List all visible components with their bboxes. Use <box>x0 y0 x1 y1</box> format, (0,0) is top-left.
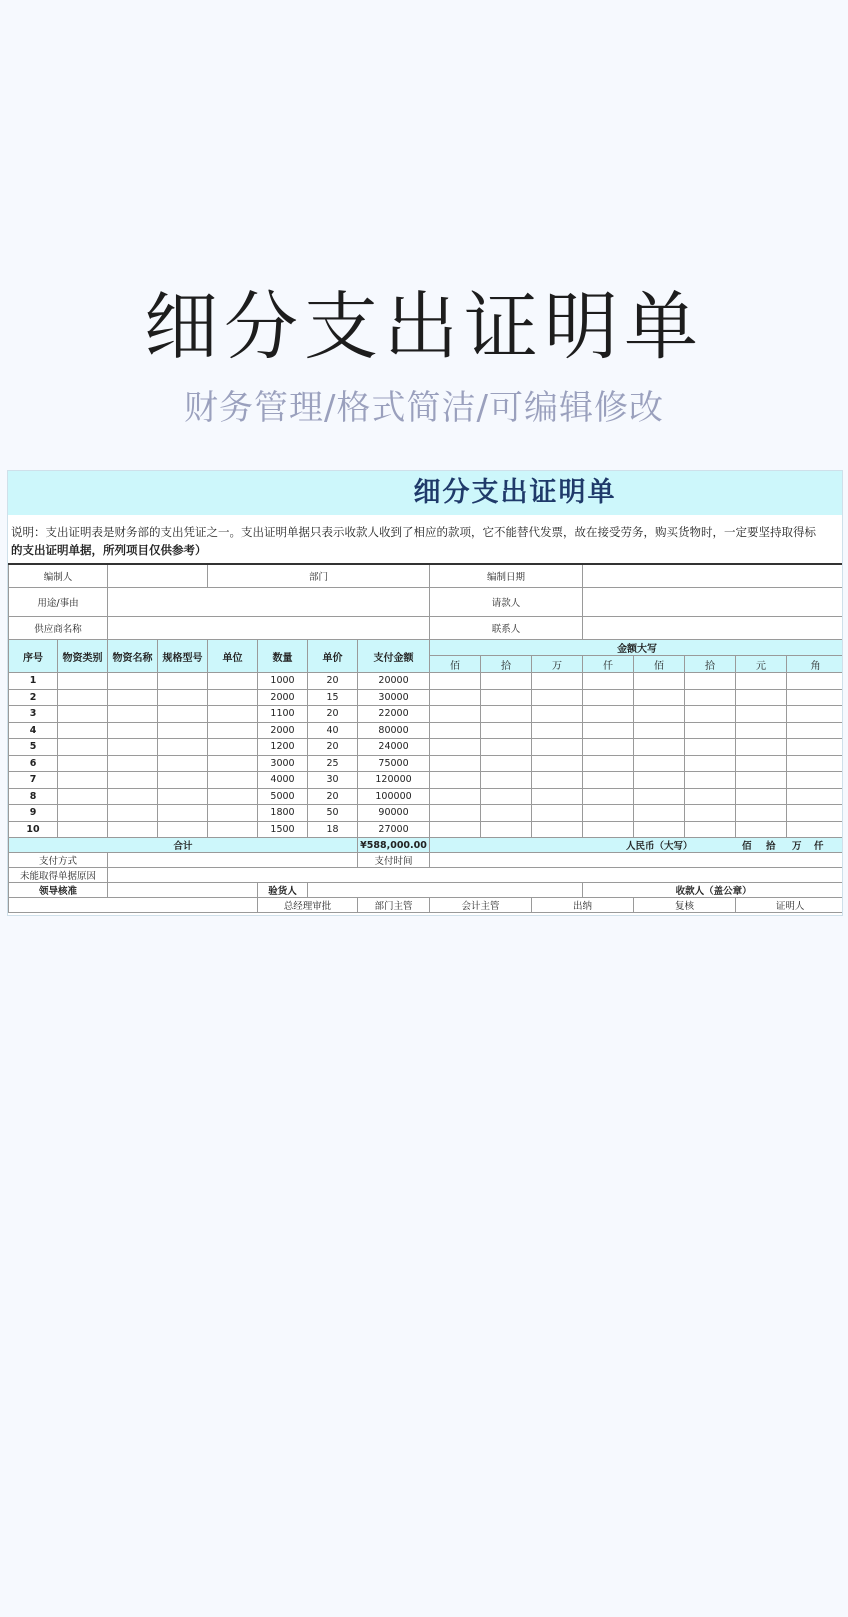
col-index: 序号 <box>9 640 58 673</box>
hero-subtitle: 财务管理/格式简洁/可编辑修改 <box>184 388 664 428</box>
row-digit-cell[interactable] <box>583 755 634 772</box>
col-qty: 数量 <box>258 640 308 673</box>
row-name[interactable] <box>108 805 158 822</box>
payee-label: 收款人（盖公章） <box>583 883 843 898</box>
row-digit-cell[interactable] <box>736 706 787 723</box>
row-unit[interactable] <box>208 772 258 789</box>
row-name[interactable] <box>108 772 158 789</box>
row-digit-cell[interactable] <box>787 772 843 789</box>
digit-header: 元 <box>736 656 787 673</box>
department-label: 部门 <box>208 564 430 588</box>
row-category[interactable] <box>58 821 108 838</box>
table-row <box>9 805 844 822</box>
row-qty: 1200 <box>258 739 308 756</box>
row-digit-cell[interactable] <box>685 706 736 723</box>
leader-approval-label: 领导核准 <box>9 883 108 898</box>
row-digit-cell[interactable] <box>481 805 532 822</box>
rmb-unit: 仟 <box>814 841 824 852</box>
row-digit-cell[interactable] <box>787 788 843 805</box>
row-digit-cell[interactable] <box>430 722 481 739</box>
col-unit: 单位 <box>208 640 258 673</box>
col-name: 物资名称 <box>108 640 158 673</box>
row-index: 7 <box>9 772 58 789</box>
signature-label: 证明人 <box>736 898 843 913</box>
row-digit-cell[interactable] <box>532 739 583 756</box>
row-digit-cell[interactable] <box>430 805 481 822</box>
inspector-label: 验货人 <box>258 883 308 898</box>
row-digit-cell[interactable] <box>787 739 843 756</box>
row-digit-cell[interactable] <box>532 755 583 772</box>
row-spec[interactable] <box>158 722 208 739</box>
row-price: 20 <box>308 788 358 805</box>
row-name[interactable] <box>108 755 158 772</box>
row-unit[interactable] <box>208 821 258 838</box>
purpose-label: 用途/事由 <box>9 588 108 617</box>
row-digit-cell[interactable] <box>634 821 685 838</box>
row-digit-cell[interactable] <box>787 673 843 690</box>
digit-header: 佰 <box>430 656 481 673</box>
row-digit-cell[interactable] <box>532 689 583 706</box>
spreadsheet-preview <box>7 470 843 916</box>
row-amount: 75000 <box>358 755 430 772</box>
row-index: 2 <box>9 689 58 706</box>
row-digit-cell[interactable] <box>787 821 843 838</box>
row-digit-cell[interactable] <box>685 739 736 756</box>
row-unit[interactable] <box>208 755 258 772</box>
row-spec[interactable] <box>158 673 208 690</box>
row-digit-cell[interactable] <box>583 821 634 838</box>
digit-header: 仟 <box>583 656 634 673</box>
compiler-value[interactable] <box>108 564 208 588</box>
row-digit-cell[interactable] <box>481 755 532 772</box>
row-digit-cell[interactable] <box>685 722 736 739</box>
row-category[interactable] <box>58 706 108 723</box>
inspector-value[interactable] <box>308 883 583 898</box>
row-qty: 1100 <box>258 706 308 723</box>
row-digit-cell[interactable] <box>481 722 532 739</box>
row-amount: 22000 <box>358 706 430 723</box>
col-spec: 规格型号 <box>158 640 208 673</box>
digit-header: 万 <box>532 656 583 673</box>
row-spec[interactable] <box>158 772 208 789</box>
digit-header: 拾 <box>685 656 736 673</box>
row-digit-cell[interactable] <box>430 788 481 805</box>
row-digit-cell[interactable] <box>634 788 685 805</box>
pay-time-label: 支付时间 <box>358 853 430 868</box>
col-category: 物资类别 <box>58 640 108 673</box>
row-name[interactable] <box>108 706 158 723</box>
row-name[interactable] <box>108 689 158 706</box>
row-unit[interactable] <box>208 722 258 739</box>
row-digit-cell[interactable] <box>481 673 532 690</box>
row-digit-cell[interactable] <box>685 689 736 706</box>
supplier-label: 供应商名称 <box>9 617 108 640</box>
row-digit-cell[interactable] <box>583 772 634 789</box>
row-unit[interactable] <box>208 788 258 805</box>
row-amount: 30000 <box>358 689 430 706</box>
row-unit[interactable] <box>208 673 258 690</box>
row-digit-cell[interactable] <box>532 788 583 805</box>
row-spec[interactable] <box>158 821 208 838</box>
col-price: 单价 <box>308 640 358 673</box>
signature-label: 出纳 <box>532 898 634 913</box>
row-digit-cell[interactable] <box>430 706 481 723</box>
row-price: 15 <box>308 689 358 706</box>
row-price: 50 <box>308 805 358 822</box>
row-digit-cell[interactable] <box>532 772 583 789</box>
row-index: 1 <box>9 673 58 690</box>
rmb-unit: 万 <box>792 841 802 852</box>
row-category[interactable] <box>58 805 108 822</box>
row-price: 20 <box>308 673 358 690</box>
row-digit-cell[interactable] <box>736 772 787 789</box>
row-index: 3 <box>9 706 58 723</box>
row-digit-cell[interactable] <box>532 805 583 822</box>
row-name[interactable] <box>108 788 158 805</box>
row-unit[interactable] <box>208 706 258 723</box>
row-name[interactable] <box>108 739 158 756</box>
row-digit-cell[interactable] <box>532 673 583 690</box>
digit-header: 角 <box>787 656 843 673</box>
table-row <box>9 722 844 739</box>
rmb-unit: 佰 <box>742 841 752 852</box>
row-spec[interactable] <box>158 755 208 772</box>
row-name[interactable] <box>108 821 158 838</box>
row-index: 8 <box>9 788 58 805</box>
row-digit-cell[interactable] <box>583 722 634 739</box>
row-name[interactable] <box>108 673 158 690</box>
row-digit-cell[interactable] <box>685 772 736 789</box>
row-qty: 1800 <box>258 805 308 822</box>
row-digit-cell[interactable] <box>685 821 736 838</box>
row-digit-cell[interactable] <box>430 821 481 838</box>
row-category[interactable] <box>58 673 108 690</box>
table-row <box>9 673 844 690</box>
table-row <box>9 788 844 805</box>
table-row <box>9 706 844 723</box>
row-digit-cell[interactable] <box>634 755 685 772</box>
table-row <box>9 772 844 789</box>
row-digit-cell[interactable] <box>736 821 787 838</box>
row-amount: 120000 <box>358 772 430 789</box>
row-index: 6 <box>9 755 58 772</box>
row-digit-cell[interactable] <box>634 739 685 756</box>
row-qty: 1000 <box>258 673 308 690</box>
row-amount: 20000 <box>358 673 430 690</box>
row-digit-cell[interactable] <box>634 805 685 822</box>
col-amount: 支付金额 <box>358 640 430 673</box>
row-digit-cell[interactable] <box>430 739 481 756</box>
row-digit-cell[interactable] <box>430 689 481 706</box>
row-digit-cell[interactable] <box>736 689 787 706</box>
row-qty: 3000 <box>258 755 308 772</box>
row-amount: 80000 <box>358 722 430 739</box>
row-digit-cell[interactable] <box>685 788 736 805</box>
note-line-1: 说明：支出证明表是财务部的支出凭证之一。支出证明单据只表示收款人收到了相应的款项，它不能替代发票，故在接受劳务，购买货物时，一定要坚持取得标 <box>11 525 816 539</box>
row-category[interactable] <box>58 689 108 706</box>
row-digit-cell[interactable] <box>736 722 787 739</box>
row-digit-cell[interactable] <box>430 755 481 772</box>
row-digit-cell[interactable] <box>583 739 634 756</box>
row-digit-cell[interactable] <box>481 772 532 789</box>
hero-title: 细分支出证明单 <box>144 284 704 370</box>
row-amount: 90000 <box>358 805 430 822</box>
no-receipt-reason-value[interactable] <box>108 868 843 883</box>
row-spec[interactable] <box>158 805 208 822</box>
row-unit[interactable] <box>208 739 258 756</box>
row-digit-cell[interactable] <box>430 772 481 789</box>
row-digit-cell[interactable] <box>481 706 532 723</box>
compile-date-value[interactable] <box>583 564 843 588</box>
row-digit-cell[interactable] <box>787 805 843 822</box>
signature-label: 会计主管 <box>430 898 532 913</box>
pay-time-value[interactable] <box>430 853 843 868</box>
row-digit-cell[interactable] <box>685 673 736 690</box>
row-digit-cell[interactable] <box>634 722 685 739</box>
row-index: 9 <box>9 805 58 822</box>
row-category[interactable] <box>58 722 108 739</box>
row-digit-cell[interactable] <box>583 788 634 805</box>
row-name[interactable] <box>108 722 158 739</box>
contact-label: 联系人 <box>430 617 583 640</box>
row-digit-cell[interactable] <box>481 689 532 706</box>
row-digit-cell[interactable] <box>634 689 685 706</box>
row-spec[interactable] <box>158 739 208 756</box>
row-digit-cell[interactable] <box>685 805 736 822</box>
digit-header: 拾 <box>481 656 532 673</box>
row-qty: 1500 <box>258 821 308 838</box>
row-digit-cell[interactable] <box>430 673 481 690</box>
row-digit-cell[interactable] <box>583 706 634 723</box>
row-spec[interactable] <box>158 706 208 723</box>
row-digit-cell[interactable] <box>532 821 583 838</box>
row-unit[interactable] <box>208 689 258 706</box>
row-spec[interactable] <box>158 689 208 706</box>
row-digit-cell[interactable] <box>787 706 843 723</box>
table-row <box>9 689 844 706</box>
row-category[interactable] <box>58 739 108 756</box>
pay-method-label: 支付方式 <box>9 853 108 868</box>
row-price: 40 <box>308 722 358 739</box>
table-row <box>9 755 844 772</box>
row-amount: 24000 <box>358 739 430 756</box>
row-digit-cell[interactable] <box>787 689 843 706</box>
requester-value[interactable] <box>583 588 843 617</box>
row-price: 20 <box>308 739 358 756</box>
row-digit-cell[interactable] <box>532 706 583 723</box>
row-digit-cell[interactable] <box>532 722 583 739</box>
row-digit-cell[interactable] <box>787 722 843 739</box>
rmb-uppercase <box>430 838 843 853</box>
sheet-title: 细分支出证明单 <box>8 471 842 515</box>
row-amount: 27000 <box>358 821 430 838</box>
row-digit-cell[interactable] <box>634 772 685 789</box>
total-label: 合计 <box>9 838 358 853</box>
row-price: 30 <box>308 772 358 789</box>
row-qty: 2000 <box>258 722 308 739</box>
row-digit-cell[interactable] <box>736 755 787 772</box>
row-digit-cell[interactable] <box>736 739 787 756</box>
digit-header: 佰 <box>634 656 685 673</box>
rmb-label: 人民币（大写） <box>626 841 693 852</box>
row-digit-cell[interactable] <box>634 673 685 690</box>
row-spec[interactable] <box>158 788 208 805</box>
row-digit-cell[interactable] <box>736 805 787 822</box>
total-amount: ¥588,000.00 <box>358 838 430 853</box>
row-digit-cell[interactable] <box>481 788 532 805</box>
supplier-value[interactable] <box>108 617 430 640</box>
expense-table <box>8 563 843 913</box>
row-category[interactable] <box>58 755 108 772</box>
row-digit-cell[interactable] <box>685 755 736 772</box>
signature-label: 部门主管 <box>358 898 430 913</box>
no-receipt-reason-label: 未能取得单据原因 <box>9 868 108 883</box>
row-category[interactable] <box>58 788 108 805</box>
contact-value[interactable] <box>583 617 843 640</box>
signature-label: 总经理审批 <box>258 898 358 913</box>
row-price: 25 <box>308 755 358 772</box>
row-qty: 2000 <box>258 689 308 706</box>
row-digit-cell[interactable] <box>481 821 532 838</box>
leader-approval-value[interactable] <box>108 883 258 898</box>
row-digit-cell[interactable] <box>787 755 843 772</box>
row-category[interactable] <box>58 772 108 789</box>
sheet-note <box>8 515 842 563</box>
row-digit-cell[interactable] <box>736 673 787 690</box>
rmb-unit: 拾 <box>766 841 776 852</box>
row-index: 10 <box>9 821 58 838</box>
col-amount-words: 金额大写 <box>430 640 843 656</box>
compile-date-label: 编制日期 <box>430 564 583 588</box>
row-price: 20 <box>308 706 358 723</box>
row-digit-cell[interactable] <box>481 739 532 756</box>
row-digit-cell[interactable] <box>583 689 634 706</box>
row-digit-cell[interactable] <box>583 805 634 822</box>
row-index: 4 <box>9 722 58 739</box>
sign-spacer <box>9 898 258 913</box>
row-price: 18 <box>308 821 358 838</box>
requester-label: 请款人 <box>430 588 583 617</box>
table-row <box>9 821 844 838</box>
row-amount: 100000 <box>358 788 430 805</box>
row-index: 5 <box>9 739 58 756</box>
row-qty: 5000 <box>258 788 308 805</box>
compiler-label: 编制人 <box>9 564 108 588</box>
row-qty: 4000 <box>258 772 308 789</box>
row-digit-cell[interactable] <box>736 788 787 805</box>
table-row <box>9 739 844 756</box>
note-line-2: 的支出证明单据，所列项目仅供参考） <box>11 543 207 557</box>
row-unit[interactable] <box>208 805 258 822</box>
purpose-value[interactable] <box>108 588 430 617</box>
signature-label: 复核 <box>634 898 736 913</box>
pay-method-value[interactable] <box>108 853 358 868</box>
row-digit-cell[interactable] <box>583 673 634 690</box>
row-digit-cell[interactable] <box>634 706 685 723</box>
